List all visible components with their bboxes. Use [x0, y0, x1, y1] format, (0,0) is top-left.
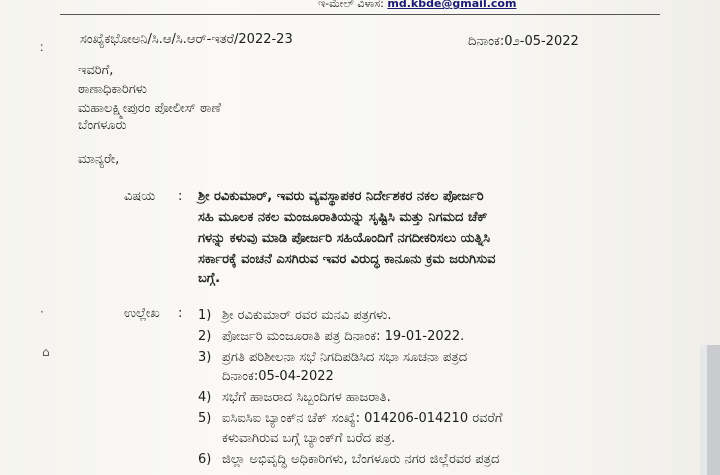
- recipient-line-3: ಮಹಾಲಕ್ಷ್ಮೀಪುರಂ ಪೋಲೀಸ್ ಠಾಣೆ: [78, 101, 221, 116]
- subject-line-2: ಸಹಿ ಮೂಲಕ ನಕಲ ಮಂಜೂರಾತಿಯನ್ನು ಸೃಷ್ಟಿಸಿ ಮತ್ತು ನಿಗಮದ ಚೆಕ್: [198, 210, 488, 225]
- letter-date: ದಿನಾಂಕ:0೨-05-2022: [468, 34, 579, 49]
- reference-number: ಸಂಖ್ಯೆಕಭೋಅನಿ/ಸಿ.ಆ/ಸಿ.ಆರ್-ಇತರೆ/2022-23: [80, 32, 293, 47]
- reference-4-text: ಸಭೆಗೆ ಹಾಜರಾದ ಸಿಬ್ಬಂದಿಗಳ ಹಾಜರಾತಿ.: [222, 390, 391, 405]
- reference-1-text: ಶ್ರೀ ರವಿಕುಮಾರ್ ರವರ ಮನವಿ ಪತ್ರಗಳು.: [222, 308, 392, 323]
- reference-6-number: 6): [198, 452, 212, 467]
- recipient-line-4: ಬೆಂಗಳೂರು: [78, 118, 127, 133]
- reference-5-number: 5): [198, 411, 212, 426]
- reference-1-number: 1): [198, 308, 212, 323]
- email-row: [318, 0, 516, 11]
- email-label: ಇ-ಮೇಲ್ ವಿಳಾಸ:: [318, 0, 384, 10]
- scan-edge-shadow: [700, 345, 707, 475]
- reference-3-number: 3): [198, 350, 212, 365]
- reference-6-text: ಜಿಲ್ಲಾ ಅಭಿವೃದ್ಧಿ ಅಧಿಕಾರಿಗಳು, ಬೆಂಗಳೂರು ನಗರ ಜಿಲ್ಲೆರವರ ಪತ್ರದ: [222, 452, 500, 467]
- reference-5-text-1: ಐಸಿಐಸಿಐ ಬ್ಯಾಂಕ್‌ನ ಚೆಕ್ ಸಂಖ್ಯೆ: 014206-014210 ರವರೆಗೆ: [222, 411, 503, 426]
- email-link[interactable]: md.kbde@gmail.com: [387, 0, 517, 10]
- subject-label: ವಿಷಯ: [124, 189, 156, 204]
- references-label: ಉಲ್ಲೇಖ: [124, 306, 160, 321]
- margin-mark: ː: [40, 40, 45, 54]
- reference-3-text-1: ಪ್ರಗತಿ ಪರಿಶೀಲನಾ ಸಭೆ ನಿಗದಿಪಡಿಸಿದ ಸಭಾ ಸೂಚನಾ ಪತ್ರದ: [222, 350, 468, 365]
- reference-4-number: 4): [198, 390, 212, 405]
- subject-line-4: ಸರ್ಕಾರಕ್ಕೆ ವಂಚನೆ ಎಸಗಿರುವ ಇವರ ವಿರುದ್ಧ ಕಾನೂನು ಕ್ರಮ ಜರುಗಿಸುವ: [198, 252, 496, 267]
- references-colon: :: [178, 306, 183, 321]
- salutation: ಮಾನ್ಯರೇ,: [78, 152, 120, 167]
- header-rule: [60, 14, 660, 15]
- reference-5-text-2: ಕಳುವಾಗಿರುವ ಬಗ್ಗೆ ಬ್ಯಾಂಕ್‌ಗೆ ಬರೆದ ಪತ್ರ.: [222, 431, 396, 446]
- recipient-line-2: ಠಾಣಾಧಿಕಾರಿಗಳು: [78, 82, 147, 97]
- reference-2-text: ಪೋರ್ಜರಿ ಮಂಜೂರಾತಿ ಪತ್ರ ದಿನಾಂಕ: 19-01-2022.: [222, 329, 465, 344]
- subject-line-1: ಶ್ರೀ ರವಿಕುಮಾರ್, ಇವರು ವ್ಯವಸ್ಥಾಪಕರ ನಿರ್ದೇಶಕರ ನಕಲ ಪೋರ್ಜರಿ: [198, 189, 484, 204]
- recipient-line-1: ಇವರಿಗೆ,: [78, 63, 114, 78]
- subject-line-3: ಗಳನ್ನು ಕಳುವು ಮಾಡಿ ಪೋರ್ಜರಿ ಸಹಿಯೊಂದಿಗೆ ನಗದೀಕರಿಸಲು ಯತ್ನಿಸಿ: [198, 231, 491, 246]
- subject-line-5: ಬಗ್ಗೆ.: [198, 271, 221, 286]
- reference-3-text-2: ದಿನಾಂಕ:05-04-2022: [222, 369, 334, 384]
- reference-2-number: 2): [198, 329, 212, 344]
- margin-mark: ·: [40, 305, 44, 319]
- subject-colon: :: [178, 189, 183, 204]
- margin-mark: ⌂: [42, 345, 50, 359]
- scan-edge: [707, 345, 720, 475]
